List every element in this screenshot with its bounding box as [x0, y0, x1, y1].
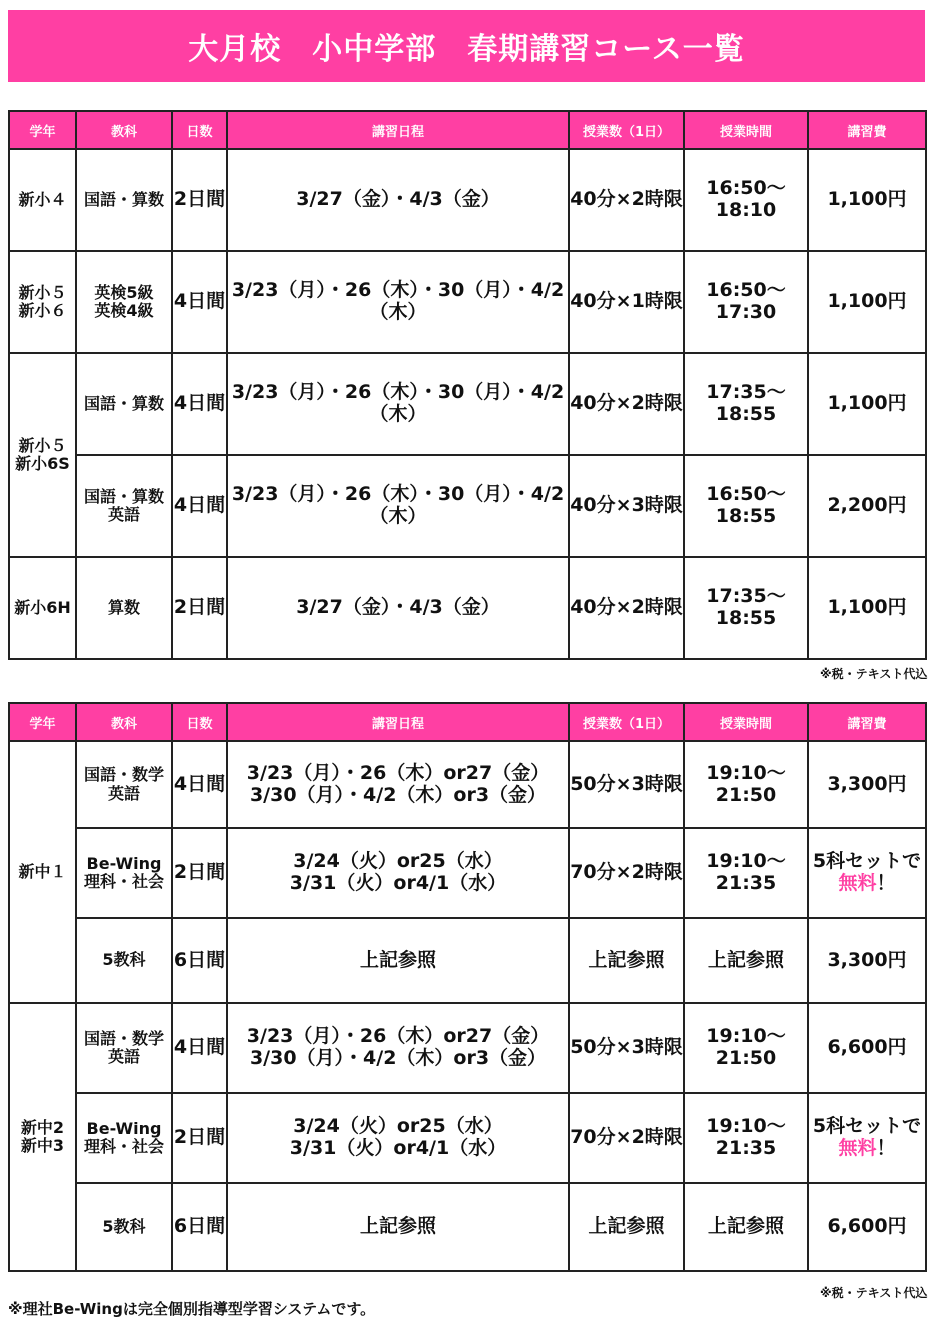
fee-cell: 6,600円 — [808, 1183, 926, 1271]
footnote: ※理社Be-Wingは完全個別指導型学習システムです。 — [8, 1300, 376, 1318]
time-cell: 16:50～17:30 — [684, 251, 808, 353]
table-row — [9, 353, 926, 455]
lessons-cell: 50分×3時限 — [569, 741, 684, 828]
fee-cell: 2,200円 — [808, 455, 926, 557]
header-schedule: 講習日程 — [227, 111, 569, 149]
schedule-cell: 3/23（月）・26（木）or27（金） 3/30（月）・4/2（木）or3（金） — [227, 1003, 569, 1093]
days-cell: 4日間 — [172, 455, 227, 557]
grade-cell: 新小５ 新小6S — [9, 353, 76, 557]
days-cell: 2日間 — [172, 557, 227, 659]
subject-cell: 英検5級 英検4級 — [76, 251, 172, 353]
tax-note: ※税・テキスト代込 — [820, 1286, 928, 1300]
subject-cell: Be-Wing 理科・社会 — [76, 1093, 172, 1183]
schedule-cell: 3/24（火）or25（水） 3/31（火）or4/1（水） — [227, 1093, 569, 1183]
set-offer-text: 5科セットで — [812, 850, 922, 873]
fee-cell — [808, 828, 926, 918]
header-schedule: 講習日程 — [227, 703, 569, 741]
schedule-cell: 3/23（月）・26（木）or27（金） 3/30（月）・4/2（木）or3（金） — [227, 741, 569, 828]
table-row — [9, 149, 926, 251]
header-subject: 教科 — [76, 703, 172, 741]
grade-cell: 新中１ — [9, 741, 76, 1003]
time-cell: 19:10～21:50 — [684, 1003, 808, 1093]
time-cell: 17:35～18:55 — [684, 557, 808, 659]
subject-cell: 5教科 — [76, 918, 172, 1003]
table-row — [9, 1183, 926, 1271]
header-lessons: 授業数（1日） — [569, 703, 684, 741]
header-time: 授業時間 — [684, 703, 808, 741]
subject-cell: Be-Wing 理科・社会 — [76, 828, 172, 918]
schedule-cell: 3/24（火）or25（水） 3/31（火）or4/1（水） — [227, 828, 569, 918]
table-header-row — [9, 111, 926, 149]
set-offer-text: 5科セットで — [812, 1115, 922, 1138]
days-cell: 2日間 — [172, 1093, 227, 1183]
time-cell: 16:50～18:55 — [684, 455, 808, 557]
lessons-cell: 50分×3時限 — [569, 1003, 684, 1093]
grade-cell: 新中2 新中3 — [9, 1003, 76, 1271]
subject-cell: 国語・数学 英語 — [76, 1003, 172, 1093]
table-row — [9, 455, 926, 557]
header-subject: 教科 — [76, 111, 172, 149]
subject-cell: 国語・算数 英語 — [76, 455, 172, 557]
subject-cell: 国語・算数 — [76, 353, 172, 455]
fee-cell: 1,100円 — [808, 353, 926, 455]
exclamation-text: ！ — [876, 1137, 896, 1159]
lessons-cell: 上記参照 — [569, 918, 684, 1003]
table-row — [9, 1093, 926, 1183]
time-cell: 19:10～21:35 — [684, 828, 808, 918]
header-time: 授業時間 — [684, 111, 808, 149]
table-row — [9, 828, 926, 918]
lessons-cell: 40分×3時限 — [569, 455, 684, 557]
header-grade: 学年 — [9, 703, 76, 741]
grade-cell: 新小５ 新小６ — [9, 251, 76, 353]
time-cell: 19:10～21:50 — [684, 741, 808, 828]
days-cell: 4日間 — [172, 251, 227, 353]
fee-cell: 3,300円 — [808, 741, 926, 828]
lessons-cell: 40分×2時限 — [569, 557, 684, 659]
header-grade: 学年 — [9, 111, 76, 149]
fee-cell: 1,100円 — [808, 149, 926, 251]
schedule-cell: 3/23（月）・26（木）・30（月）・4/2（木） — [227, 251, 569, 353]
lessons-cell: 40分×2時限 — [569, 353, 684, 455]
fee-cell — [808, 1093, 926, 1183]
time-cell: 上記参照 — [684, 1183, 808, 1271]
days-cell: 2日間 — [172, 828, 227, 918]
fee-cell: 1,100円 — [808, 557, 926, 659]
header-fee: 講習費 — [808, 703, 926, 741]
exclamation-text: ！ — [876, 872, 896, 894]
grade-cell: 新小４ — [9, 149, 76, 251]
fee-cell: 6,600円 — [808, 1003, 926, 1093]
time-cell: 上記参照 — [684, 918, 808, 1003]
table-row — [9, 918, 926, 1003]
lessons-cell: 70分×2時限 — [569, 828, 684, 918]
schedule-cell: 上記参照 — [227, 1183, 569, 1271]
page-title: 大月校 小中学部 春期講習コース一覧 — [8, 10, 925, 82]
days-cell: 2日間 — [172, 149, 227, 251]
schedule-cell: 3/27（金）・4/3（金） — [227, 557, 569, 659]
table-row — [9, 741, 926, 828]
free-text: 無料 — [838, 1137, 877, 1159]
table-row — [9, 557, 926, 659]
header-fee: 講習費 — [808, 111, 926, 149]
header-days: 日数 — [172, 111, 227, 149]
table-row — [9, 251, 926, 353]
time-cell: 19:10～21:35 — [684, 1093, 808, 1183]
lessons-cell: 40分×1時限 — [569, 251, 684, 353]
table-header-row — [9, 703, 926, 741]
table-row — [9, 1003, 926, 1093]
elementary-course-table — [8, 110, 927, 660]
header-days: 日数 — [172, 703, 227, 741]
days-cell: 4日間 — [172, 741, 227, 828]
days-cell: 4日間 — [172, 1003, 227, 1093]
lessons-cell: 40分×2時限 — [569, 149, 684, 251]
fee-cell: 1,100円 — [808, 251, 926, 353]
schedule-cell: 3/23（月）・26（木）・30（月）・4/2（木） — [227, 353, 569, 455]
fee-cell: 3,300円 — [808, 918, 926, 1003]
time-cell: 16:50～18:10 — [684, 149, 808, 251]
lessons-cell: 上記参照 — [569, 1183, 684, 1271]
junior-course-table — [8, 702, 927, 1272]
header-lessons: 授業数（1日） — [569, 111, 684, 149]
lessons-cell: 70分×2時限 — [569, 1093, 684, 1183]
subject-cell: 算数 — [76, 557, 172, 659]
schedule-cell: 上記参照 — [227, 918, 569, 1003]
days-cell: 4日間 — [172, 353, 227, 455]
subject-cell: 国語・数学 英語 — [76, 741, 172, 828]
free-text: 無料 — [838, 872, 877, 894]
schedule-cell: 3/23（月）・26（木）・30（月）・4/2（木） — [227, 455, 569, 557]
schedule-cell: 3/27（金）・4/3（金） — [227, 149, 569, 251]
days-cell: 6日間 — [172, 1183, 227, 1271]
subject-cell: 5教科 — [76, 1183, 172, 1271]
subject-cell: 国語・算数 — [76, 149, 172, 251]
days-cell: 6日間 — [172, 918, 227, 1003]
tax-note: ※税・テキスト代込 — [820, 667, 928, 681]
time-cell: 17:35～18:55 — [684, 353, 808, 455]
grade-cell: 新小6H — [9, 557, 76, 659]
